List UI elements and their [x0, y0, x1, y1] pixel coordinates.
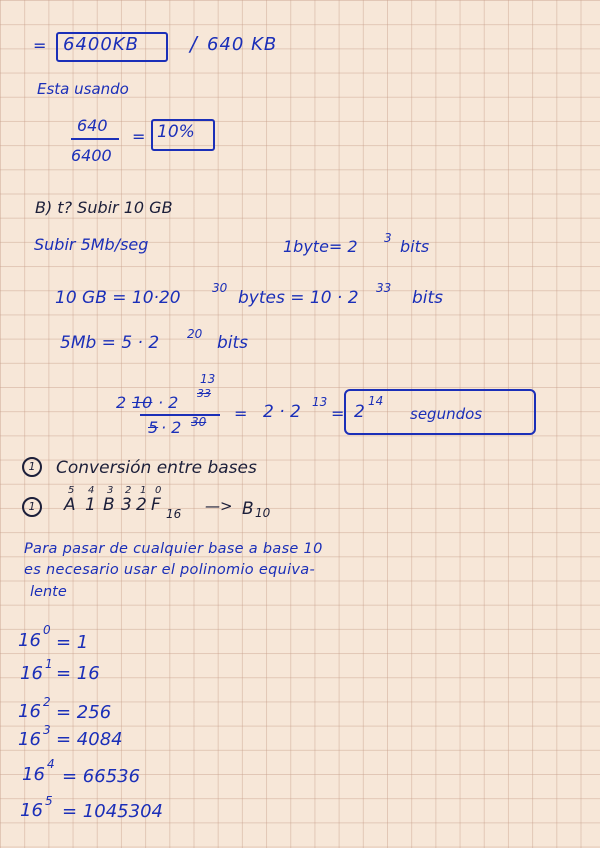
section-heading: Conversión entre bases — [56, 458, 257, 478]
base-10-sub: 10 — [255, 506, 271, 520]
power-base: 16 — [22, 764, 45, 785]
frac2-num-b: · 2 — [158, 393, 179, 412]
power-exp: 1 — [45, 657, 53, 671]
section-marker-1: 1 — [22, 457, 42, 477]
result-exp: 14 — [368, 394, 384, 408]
byte-def: 1byte= 2 — [283, 237, 358, 256]
byte-exp: 3 — [384, 231, 392, 245]
power-base: 16 — [18, 630, 41, 651]
power-value: = 16 — [56, 663, 100, 684]
gb-expression: 10 GB = 10·20 — [55, 288, 181, 308]
arrow: —> — [205, 497, 233, 515]
frac2-num-a: 2 — [116, 393, 127, 412]
frac2-mid-exp: 13 — [312, 395, 328, 409]
power-base: 16 — [20, 663, 43, 684]
bits-word: bits — [217, 333, 249, 353]
digit-1: 1 — [85, 495, 96, 515]
fraction-denominator: 6400 — [71, 146, 112, 165]
bytes-expression: bytes = 10 · 2 — [238, 288, 359, 308]
seconds-word: segundos — [410, 405, 483, 423]
power-exp: 4 — [47, 757, 55, 771]
power-exp: 0 — [43, 623, 51, 637]
equals-sign: = — [331, 404, 345, 423]
frac2-den-exp-struck: 30 — [191, 415, 207, 429]
frac2-num-exp-struck: 33 — [197, 387, 211, 400]
mb-exp: 20 — [187, 327, 203, 341]
fraction-bar — [71, 138, 119, 140]
fraction-bar — [140, 414, 220, 416]
frac2-den-struck: 5 — [148, 418, 159, 437]
power-exp: 2 — [43, 695, 51, 709]
power-base: 16 — [20, 800, 43, 821]
power-value: = 4084 — [56, 729, 123, 750]
index-5: 5 — [68, 485, 75, 496]
digit-3: 3 — [121, 495, 132, 515]
paragraph-line-2: es necesario usar el polinomio equiva- — [24, 562, 316, 578]
gb-exp-30: 30 — [212, 281, 228, 295]
paragraph-line-3: lente — [30, 584, 67, 600]
frac2-mid: 2 · 2 — [263, 402, 301, 422]
question-b: B) t? Subir 10 GB — [35, 198, 173, 217]
target-base: B — [242, 499, 254, 519]
slash: / — [190, 32, 197, 56]
power-value: = 1045304 — [62, 801, 163, 822]
digit-2: 2 — [136, 495, 147, 515]
digit-f: F — [151, 495, 161, 515]
boxed-value: 6400KB — [63, 34, 139, 55]
digit-b: B — [103, 495, 115, 515]
new-exponent: 13 — [200, 372, 216, 386]
equals-sign: = — [132, 127, 146, 146]
section-marker-2: 1 — [22, 497, 42, 517]
index-4: 4 — [88, 485, 95, 496]
using-label: Esta usando — [37, 80, 129, 98]
used-value: 640 KB — [207, 34, 278, 55]
power-exp: 3 — [43, 723, 51, 737]
index-3: 3 — [107, 485, 114, 496]
power-base: 16 — [18, 729, 41, 750]
equals-sign: = — [234, 404, 248, 423]
bits-word: bits — [400, 237, 430, 256]
bits-word: bits — [412, 288, 444, 308]
index-1: 1 — [140, 485, 147, 496]
equals-sign: = — [33, 36, 47, 55]
index-0: 0 — [155, 485, 162, 496]
base-16-sub: 16 — [166, 507, 182, 521]
frac2-num-struck: 10 — [132, 393, 153, 412]
digit-a: A — [64, 495, 76, 515]
frac2-den-b: · 2 — [161, 418, 182, 437]
paragraph-line-1: Para pasar de cualquier base a base 10 — [24, 541, 323, 557]
power-exp: 5 — [45, 794, 53, 808]
power-base: 16 — [18, 701, 41, 722]
upload-rate: Subir 5Mb/seg — [34, 235, 149, 254]
power-value: = 1 — [56, 632, 89, 653]
power-value: = 66536 — [62, 766, 141, 787]
mb-expression: 5Mb = 5 · 2 — [60, 333, 160, 353]
index-2: 2 — [125, 485, 132, 496]
power-value: = 256 — [56, 702, 112, 723]
gb-exp-33: 33 — [376, 281, 392, 295]
result-base: 2 — [354, 402, 365, 422]
fraction-numerator: 640 — [77, 116, 108, 135]
percent-result: 10% — [157, 122, 195, 142]
